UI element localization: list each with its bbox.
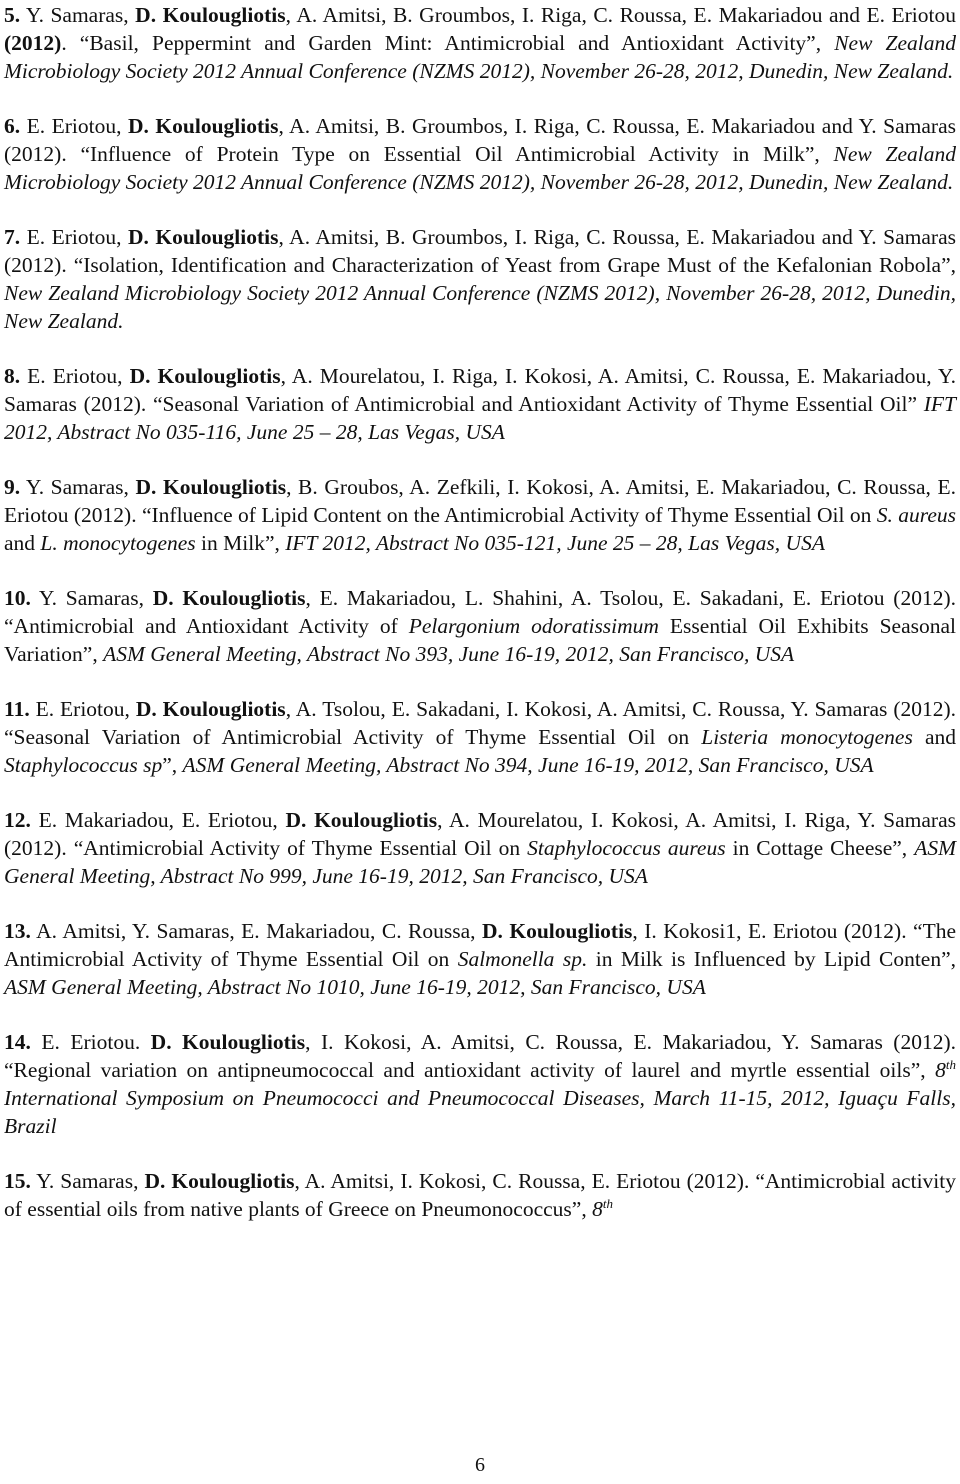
reference-text-segment: E. Makariadou, E. Eriotou, [30, 808, 286, 832]
reference-text-segment: 12. [4, 808, 31, 832]
reference-text-segment: 13. [4, 919, 31, 943]
reference-text-segment: D. Koulougliotis [152, 586, 306, 610]
reference-text-segment: , A. Amitsi, B. Groumbos, I. Riga, C. Roussa, E. Makariadou and E. Eriotou [285, 3, 956, 27]
reference-text-segment: D. Koulougliotis [482, 919, 633, 943]
reference-text-segment: D. Koulougliotis [128, 114, 279, 138]
reference-text-segment: IFT 2012, Abstract No 035-121, June 25 – 28, Las Vegas, USA [285, 531, 825, 555]
reference-text-segment: E. Eriotou. [30, 1030, 151, 1054]
reference-text-segment: 9. [4, 475, 21, 499]
reference-text-segment: International Symposium on Pneumococci and Pneumococcal Diseases, March 11-15, 2012, Iguaçu Falls, Brazil [4, 1086, 956, 1138]
reference-entry-8 [4, 362, 956, 446]
reference-text-segment: Pelargonium odoratissimum [408, 614, 659, 638]
reference-text-segment: Y. Samaras, [20, 3, 136, 27]
reference-text-segment: , A. Mourelatou, I. Kokosi, A. Amitsi, I. Riga, Y. Samaras (2012). “Antimicrobial Activity of Thyme Essential Oil on [4, 808, 956, 860]
reference-text-segment: 11. [4, 697, 30, 721]
reference-text-segment: , A. Amitsi, I. Kokosi, C. Roussa, E. Eriotou (2012). “Antimicrobial activity of essential oils from native plants of Greece on Pneumonococcus”, [4, 1169, 956, 1221]
page-number: 6 [475, 1454, 485, 1476]
reference-text-segment: ASM General Meeting, Abstract No 393, June 16-19, 2012, San Francisco, USA [103, 642, 795, 666]
reference-text-segment: L. monocytogenes [40, 531, 196, 555]
reference-text-segment: Y. Samaras, [30, 1169, 145, 1193]
reference-text-segment: 5. [4, 3, 21, 27]
reference-text-segment: E. Eriotou, [20, 364, 130, 388]
reference-text-segment: A. Amitsi, Y. Samaras, E. Makariadou, C. Roussa, [30, 919, 482, 943]
reference-text-segment: D. Koulougliotis [135, 697, 286, 721]
reference-text-segment: . “Basil, Peppermint and Garden Mint: Antimicrobial and Antioxidant Activity”, [61, 31, 835, 55]
reference-text-segment: , E. Makariadou, L. Shahini, A. Tsolou, E. Sakadani, E. Eriotou (2012). “Antimicrobial and Antioxidant Activity of [4, 586, 956, 638]
reference-entry-5 [4, 1, 956, 85]
reference-text-segment: , I. Kokosi1, E. Eriotou (2012). “The Antimicrobial Activity of Thyme Essential Oil on [4, 919, 957, 971]
reference-entry-13 [4, 917, 956, 1001]
reference-text-segment: 6. [4, 114, 21, 138]
reference-text-segment: D. Koulougliotis [135, 3, 286, 27]
reference-text-segment: ASM General Meeting, Abstract No 1010, June 16-19, 2012, San Francisco, USA [4, 975, 706, 999]
reference-text-segment: D. Koulougliotis [285, 808, 438, 832]
reference-list [4, 1, 956, 1223]
reference-text-segment: E. Eriotou, [20, 225, 129, 249]
reference-text-segment: Staphylococcus sp [4, 753, 163, 777]
reference-text-segment: in Cottage Cheese”, [725, 836, 915, 860]
reference-text-segment: ASM General Meeting, Abstract No 999, June 16-19, 2012, San Francisco, USA [4, 836, 956, 888]
reference-text-segment: E. Eriotou, [20, 114, 129, 138]
reference-text-segment: Staphylococcus aureus [527, 836, 726, 860]
reference-text-segment: th [602, 1195, 613, 1211]
reference-text-segment: Y. Samaras, [30, 586, 153, 610]
reference-entry-6 [4, 112, 956, 196]
reference-text-segment: , I. Kokosi, A. Amitsi, C. Roussa, E. Makariadou, Y. Samaras (2012). “Regional variation on antipneumococcal and antioxidant activity of laurel and myrtle essential oils”, [4, 1030, 956, 1082]
reference-text-segment: (2012) [4, 31, 62, 55]
reference-text-segment: , A. Tsolou, E. Sakadani, I. Kokosi, A. Amitsi, C. Roussa, Y. Samaras (2012). “Seasonal Variation of Antimicrobial Activity of Thyme Essential Oil on [4, 697, 957, 749]
reference-entry-7 [4, 223, 956, 335]
reference-entry-10 [4, 584, 956, 668]
reference-text-segment: New Zealand Microbiology Society 2012 Annual Conference (NZMS 2012), November 26-28, 2012, Dunedin, New Zealand. [4, 281, 956, 333]
reference-text-segment: New Zealand Microbiology Society 2012 Annual Conference (NZMS 2012), November 26-28, 2012, Dunedin, New Zealand. [4, 31, 956, 83]
reference-text-segment: , B. Groubos, A. Zefkili, I. Kokosi, A. Amitsi, E. Makariadou, C. Roussa, E. Eriotou (2012). “Influence of Lipid Content on the Antimicrobial Activity of Thyme Essential Oil on [4, 475, 957, 527]
reference-text-segment: 8. [4, 364, 21, 388]
reference-text-segment: New Zealand Microbiology Society 2012 Annual Conference (NZMS 2012), November 26-28, 2012, Dunedin, New Zealand. [4, 142, 956, 194]
reference-text-segment: in Milk is Influenced by Lipid Conten”, [587, 947, 957, 971]
reference-text-segment: IFT 2012, Abstract No 035-116, June 25 – 28, Las Vegas, USA [4, 392, 956, 444]
reference-text-segment: ”, [162, 753, 183, 777]
reference-text-segment: 8 [592, 1197, 603, 1221]
reference-text-segment: Listeria monocytogenes [701, 725, 913, 749]
reference-text-segment: and [912, 725, 956, 749]
reference-text-segment: 7. [4, 225, 21, 249]
reference-entry-9 [4, 473, 956, 557]
reference-text-segment: 8 [935, 1058, 946, 1082]
reference-text-segment: ASM General Meeting, Abstract No 394, June 16-19, 2012, San Francisco, USA [182, 753, 874, 777]
reference-text-segment: , A. Amitsi, B. Groumbos, I. Riga, C. Roussa, E. Makariadou and Y. Samaras (2012). “Isolation, Identification and Characterization of Yeast from Grape Must of the Kefalonian Robola”, [4, 225, 956, 277]
reference-text-segment: , A. Amitsi, B. Groumbos, I. Riga, C. Roussa, E. Makariadou and Y. Samaras (2012). “Influence of Protein Type on Essential Oil Antimicrobial Activity in Milk”, [4, 114, 956, 166]
reference-text-segment: D. Koulougliotis [128, 225, 279, 249]
reference-text-segment: 15. [4, 1169, 31, 1193]
reference-entry-15 [4, 1167, 956, 1223]
reference-text-segment: D. Koulougliotis [129, 364, 281, 388]
reference-text-segment: in Milk”, [195, 531, 286, 555]
reference-text-segment: 10. [4, 586, 31, 610]
reference-text-segment: D. Koulougliotis [135, 475, 287, 499]
document-page [4, 0, 956, 1484]
reference-entry-12 [4, 806, 956, 890]
reference-text-segment: D. Koulougliotis [150, 1030, 306, 1054]
reference-entry-11 [4, 695, 956, 779]
reference-text-segment: Essential Oil Exhibits Seasonal Variation”, [4, 614, 956, 666]
reference-text-segment: th [945, 1056, 956, 1072]
reference-text-segment: and [4, 531, 41, 555]
reference-text-segment: Salmonella sp. [457, 947, 588, 971]
reference-text-segment: D. Koulougliotis [144, 1169, 295, 1193]
reference-entry-14 [4, 1028, 956, 1140]
reference-text-segment: S. aureus [876, 503, 957, 527]
reference-text-segment: , A. Mourelatou, I. Riga, I. Kokosi, A. Amitsi, C. Roussa, E. Makariadou, Y. Samaras (2012). “Seasonal Variation of Antimicrobial and Antioxidant Activity of Thyme Essential Oil” [4, 364, 957, 416]
reference-text-segment: 14. [4, 1030, 31, 1054]
reference-text-segment: Y. Samaras, [20, 475, 136, 499]
reference-text-segment: E. Eriotou, [29, 697, 136, 721]
